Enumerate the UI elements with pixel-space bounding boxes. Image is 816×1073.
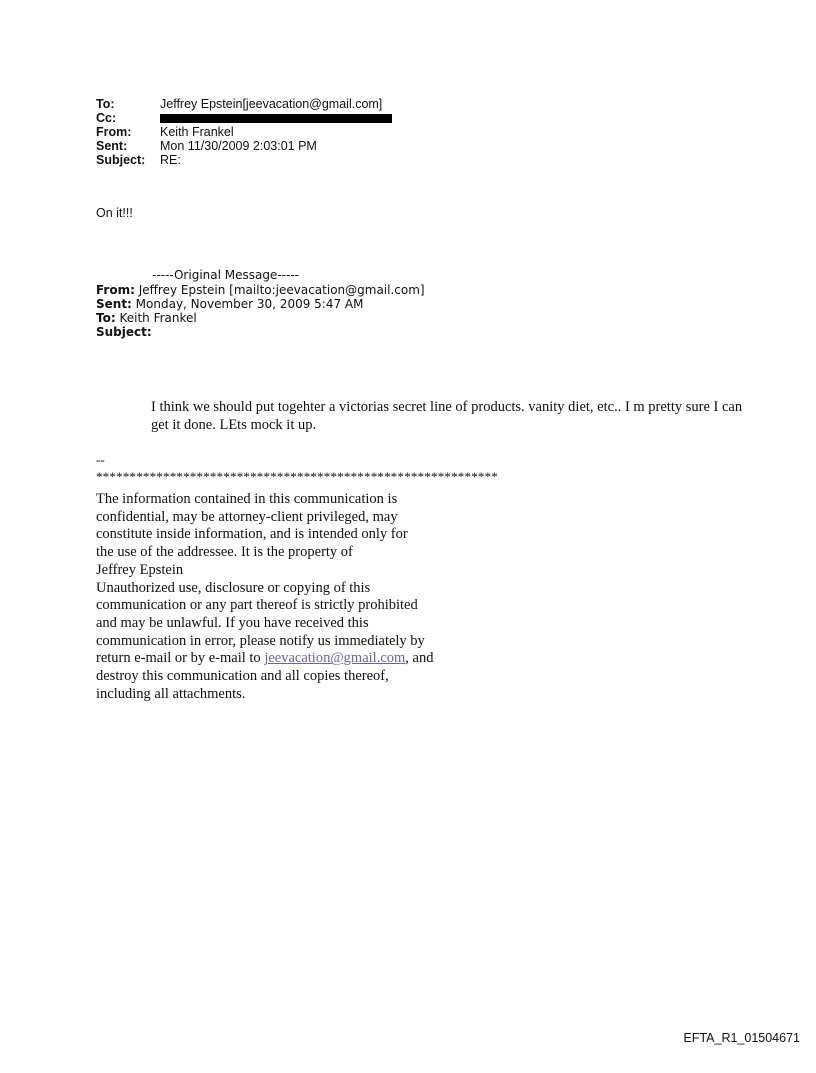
disclaimer-line: Unauthorized use, disclosure or copying of this	[96, 579, 371, 596]
to-value: Jeffrey Epstein[jeevacation@gmail.com]	[160, 97, 383, 111]
cc-label: Cc:	[96, 111, 117, 125]
orig-to-value: Keith Frankel	[115, 311, 197, 325]
disclaimer-line: constitute inside information, and is intended only for	[96, 526, 408, 543]
signature-dash: --	[96, 452, 105, 467]
sent-row	[96, 139, 392, 153]
orig-sent-value: Monday, November 30, 2009 5:47 AM	[131, 297, 364, 311]
disclaimer-line: destroy this communication and all copies thereof,	[96, 668, 389, 685]
disclaimer-line-email	[96, 650, 516, 668]
email-link[interactable]: jeevacation@gmail.com	[264, 650, 406, 667]
orig-sent-row	[96, 297, 425, 311]
orig-from-label: From:	[96, 283, 135, 297]
to-label: To:	[96, 97, 115, 111]
orig-subject-row	[96, 325, 425, 339]
disclaimer-text: , and	[405, 650, 434, 667]
orig-from-value: Jeffrey Epstein [mailto:jeevacation@gmail.com]	[134, 283, 425, 297]
from-value: Keith Frankel	[160, 125, 234, 139]
to-row	[96, 97, 392, 111]
sent-label: Sent:	[96, 139, 128, 153]
orig-sent-label: Sent:	[96, 297, 132, 311]
disclaimer-line: communication in error, please notify us immediately by	[96, 632, 425, 649]
original-message-header	[96, 283, 425, 339]
disclaimer-line: the use of the addressee. It is the property of	[96, 544, 353, 561]
sent-value: Mon 11/30/2009 2:03:01 PM	[160, 139, 317, 153]
from-row	[96, 125, 392, 139]
cc-redaction-bar	[160, 114, 392, 123]
orig-to-label: To:	[96, 311, 116, 325]
signature-stars: ************************************************************	[96, 469, 498, 484]
disclaimer-line: Jeffrey Epstein	[96, 561, 184, 578]
email-header	[96, 97, 392, 167]
orig-to-row	[96, 311, 425, 325]
disclaimer-line: confidential, may be attorney-client privileged, may	[96, 508, 398, 525]
confidentiality-disclaimer	[96, 491, 516, 703]
document-id: EFTA_R1_01504671	[683, 1031, 800, 1045]
original-message-separator: -----Original Message-----	[152, 268, 299, 282]
disclaimer-line: and may be unlawful. If you have received this	[96, 614, 369, 631]
subject-label: Subject:	[96, 153, 146, 167]
orig-subject-label: Subject:	[96, 325, 152, 339]
cc-row	[96, 111, 392, 125]
disclaimer-line: including all attachments.	[96, 685, 246, 702]
original-message-body: I think we should put togehter a victorias secret line of products. vanity diet, etc.. I m pretty sure I can get it done. LEts mock it up.	[151, 399, 743, 433]
from-label: From:	[96, 125, 132, 139]
disclaimer-line: The information contained in this communication is	[96, 491, 398, 507]
disclaimer-text: return e-mail or by e-mail to	[96, 650, 265, 667]
subject-value: RE:	[160, 153, 181, 167]
disclaimer-line: communication or any part thereof is strictly prohibited	[96, 597, 418, 614]
reply-body: On it!!!	[96, 206, 133, 220]
subject-row	[96, 153, 392, 167]
orig-from-row	[96, 283, 425, 297]
